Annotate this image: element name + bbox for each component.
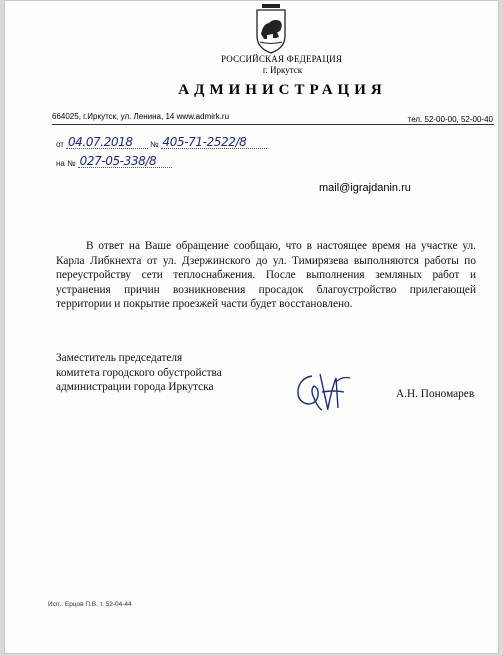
org-title: АДМИНИСТРАЦИЯ bbox=[178, 82, 387, 98]
signatory-name: А.Н. Пономарев bbox=[396, 388, 475, 400]
header-divider bbox=[52, 124, 494, 125]
letter-sheet bbox=[4, 0, 499, 654]
org-address: 664025, г.Иркутск, ул. Ленина, 14 www.admirk.ru bbox=[52, 112, 230, 121]
executor-note: Исп.: Ерцов П.В. т. 52-04-44 bbox=[48, 601, 132, 608]
reply-number: 027-05-338/8 bbox=[78, 155, 172, 168]
recipient-email: mail@igrajdanin.ru bbox=[319, 182, 411, 194]
number-label: № bbox=[149, 140, 159, 149]
letter-body: В ответ на Ваше обращение сообщаю, что в настоящее время на участке ул. Карла Либкнехта от ул. Дзержинского до ул. Тимирязева выполняются работы по переустройству сети теплоснабжения. После выполнения земляных работ и устранения причин возникновения просадок благоустройство прилегающей территории и покрытие проезжей части будет восстановлено. bbox=[56, 240, 476, 311]
handwritten-signature bbox=[292, 368, 354, 414]
org-phone: тел. 52-00-00, 52-00-40 bbox=[407, 115, 493, 124]
from-label: от bbox=[56, 140, 64, 149]
reply-ref bbox=[56, 155, 172, 168]
signatory-title bbox=[56, 351, 222, 395]
signatory-title-line: Заместитель председателя bbox=[56, 352, 183, 364]
city-name: г. Иркутск bbox=[262, 65, 303, 75]
coat-of-arms-icon bbox=[254, 4, 288, 54]
signatory-title-line: комитета городского обустройства bbox=[56, 366, 222, 379]
outgoing-ref bbox=[56, 136, 267, 149]
country-name: РОССИЙСКАЯ ФЕДЕРАЦИЯ bbox=[220, 54, 343, 64]
signatory-title-line: администрации города Иркутска bbox=[56, 381, 214, 394]
reply-label: на № bbox=[56, 159, 76, 168]
outgoing-number: 405-71-2522/8 bbox=[161, 136, 267, 149]
from-date: 04.07.2018 bbox=[66, 136, 148, 149]
